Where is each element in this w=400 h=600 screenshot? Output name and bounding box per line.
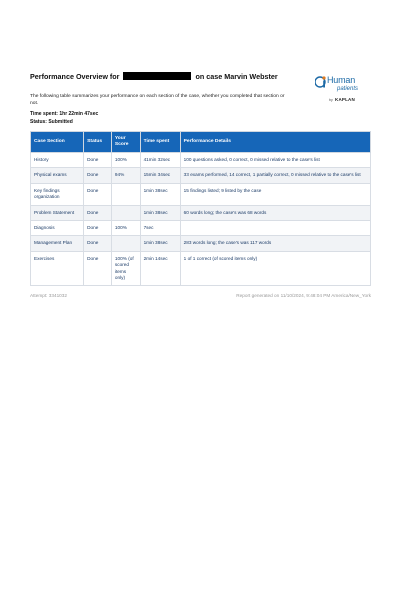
status-text: Status: Submitted bbox=[30, 118, 73, 125]
generated-timestamp-text: Report generated on 11/10/2024, 9:48:04 PM America/New_York bbox=[236, 293, 371, 299]
cell-score bbox=[111, 205, 140, 220]
cell-time: 15min 34sec bbox=[140, 168, 180, 183]
table-row bbox=[31, 205, 371, 220]
col-header-status: Status bbox=[84, 132, 112, 153]
cell-section: History bbox=[31, 153, 84, 168]
performance-table bbox=[30, 131, 371, 286]
cell-details: 60 words long; the case's was 68 words bbox=[180, 205, 370, 220]
logo-by-text: by bbox=[329, 98, 333, 102]
col-header-time-spent: Time spent bbox=[140, 132, 180, 153]
cell-section: Problem Statement bbox=[31, 205, 84, 220]
intro-text: The following table summarizes your performance on each section of the case, whether you completed that section or not. bbox=[30, 94, 285, 106]
title-prefix: Performance Overview for bbox=[30, 72, 120, 81]
cell-details: 100 questions asked, 0 correct, 0 missed relative to the case's list bbox=[180, 153, 370, 168]
cell-score bbox=[111, 183, 140, 205]
cell-status: Done bbox=[84, 183, 112, 205]
cell-details: 33 exams performed, 14 correct, 1 partially correct, 0 missed relative to the case's list bbox=[180, 168, 370, 183]
cell-section: Exercises bbox=[31, 251, 84, 286]
cell-section: Key findings organization bbox=[31, 183, 84, 205]
cell-details bbox=[180, 221, 370, 236]
table-row bbox=[31, 221, 371, 236]
cell-score: 100% bbox=[111, 221, 140, 236]
title-suffix: on case Marvin Webster bbox=[195, 72, 278, 81]
table-header-row bbox=[31, 132, 371, 153]
cell-status: Done bbox=[84, 205, 112, 220]
cell-section: Diagnosis bbox=[31, 221, 84, 236]
redacted-name-block bbox=[123, 72, 191, 80]
cell-time: 1min 38sec bbox=[140, 183, 180, 205]
cell-time: 2min 14sec bbox=[140, 251, 180, 286]
col-header-case-section: Case Section bbox=[31, 132, 84, 153]
cell-status: Done bbox=[84, 168, 112, 183]
cell-status: Done bbox=[84, 251, 112, 286]
table-row bbox=[31, 168, 371, 183]
report-page bbox=[30, 70, 371, 301]
cell-score: 94% bbox=[111, 168, 140, 183]
cell-status: Done bbox=[84, 153, 112, 168]
cell-time: 41min 32sec bbox=[140, 153, 180, 168]
col-header-score: Your Score bbox=[111, 132, 140, 153]
table-row bbox=[31, 153, 371, 168]
cell-time: 1min 38sec bbox=[140, 205, 180, 220]
ihuman-logo bbox=[315, 75, 371, 109]
page-title bbox=[30, 72, 278, 81]
table-row bbox=[31, 251, 371, 286]
cell-time: 1min 38sec bbox=[140, 236, 180, 251]
cell-section: Management Plan bbox=[31, 236, 84, 251]
attempt-id-text: Attempt: 3341032 bbox=[30, 293, 68, 299]
cell-time: 7sec bbox=[140, 221, 180, 236]
logo-patients-text: patients bbox=[337, 86, 359, 92]
cell-score bbox=[111, 236, 140, 251]
cell-status: Done bbox=[84, 221, 112, 236]
logo-kaplan-text: KAPLAN bbox=[335, 97, 355, 102]
cell-details: 1 of 1 correct (of scored items only) bbox=[180, 251, 370, 286]
cell-details: 15 findings listed; 9 listed by the case bbox=[180, 183, 370, 205]
cell-details: 283 words long; the case's was 117 words bbox=[180, 236, 370, 251]
logo-human-text: Human bbox=[327, 75, 356, 85]
cell-section: Physical exams bbox=[31, 168, 84, 183]
cell-score: 100% (of scored items only) bbox=[111, 251, 140, 286]
table-row bbox=[31, 236, 371, 251]
cell-score: 100% bbox=[111, 153, 140, 168]
table-row bbox=[31, 183, 371, 205]
col-header-performance-details: Performance Details bbox=[180, 132, 370, 153]
summary-meta bbox=[30, 111, 371, 126]
report-footer bbox=[30, 293, 371, 301]
time-spent-text: Time spent: 1hr 22min 47sec bbox=[30, 111, 99, 117]
cell-status: Done bbox=[84, 236, 112, 251]
